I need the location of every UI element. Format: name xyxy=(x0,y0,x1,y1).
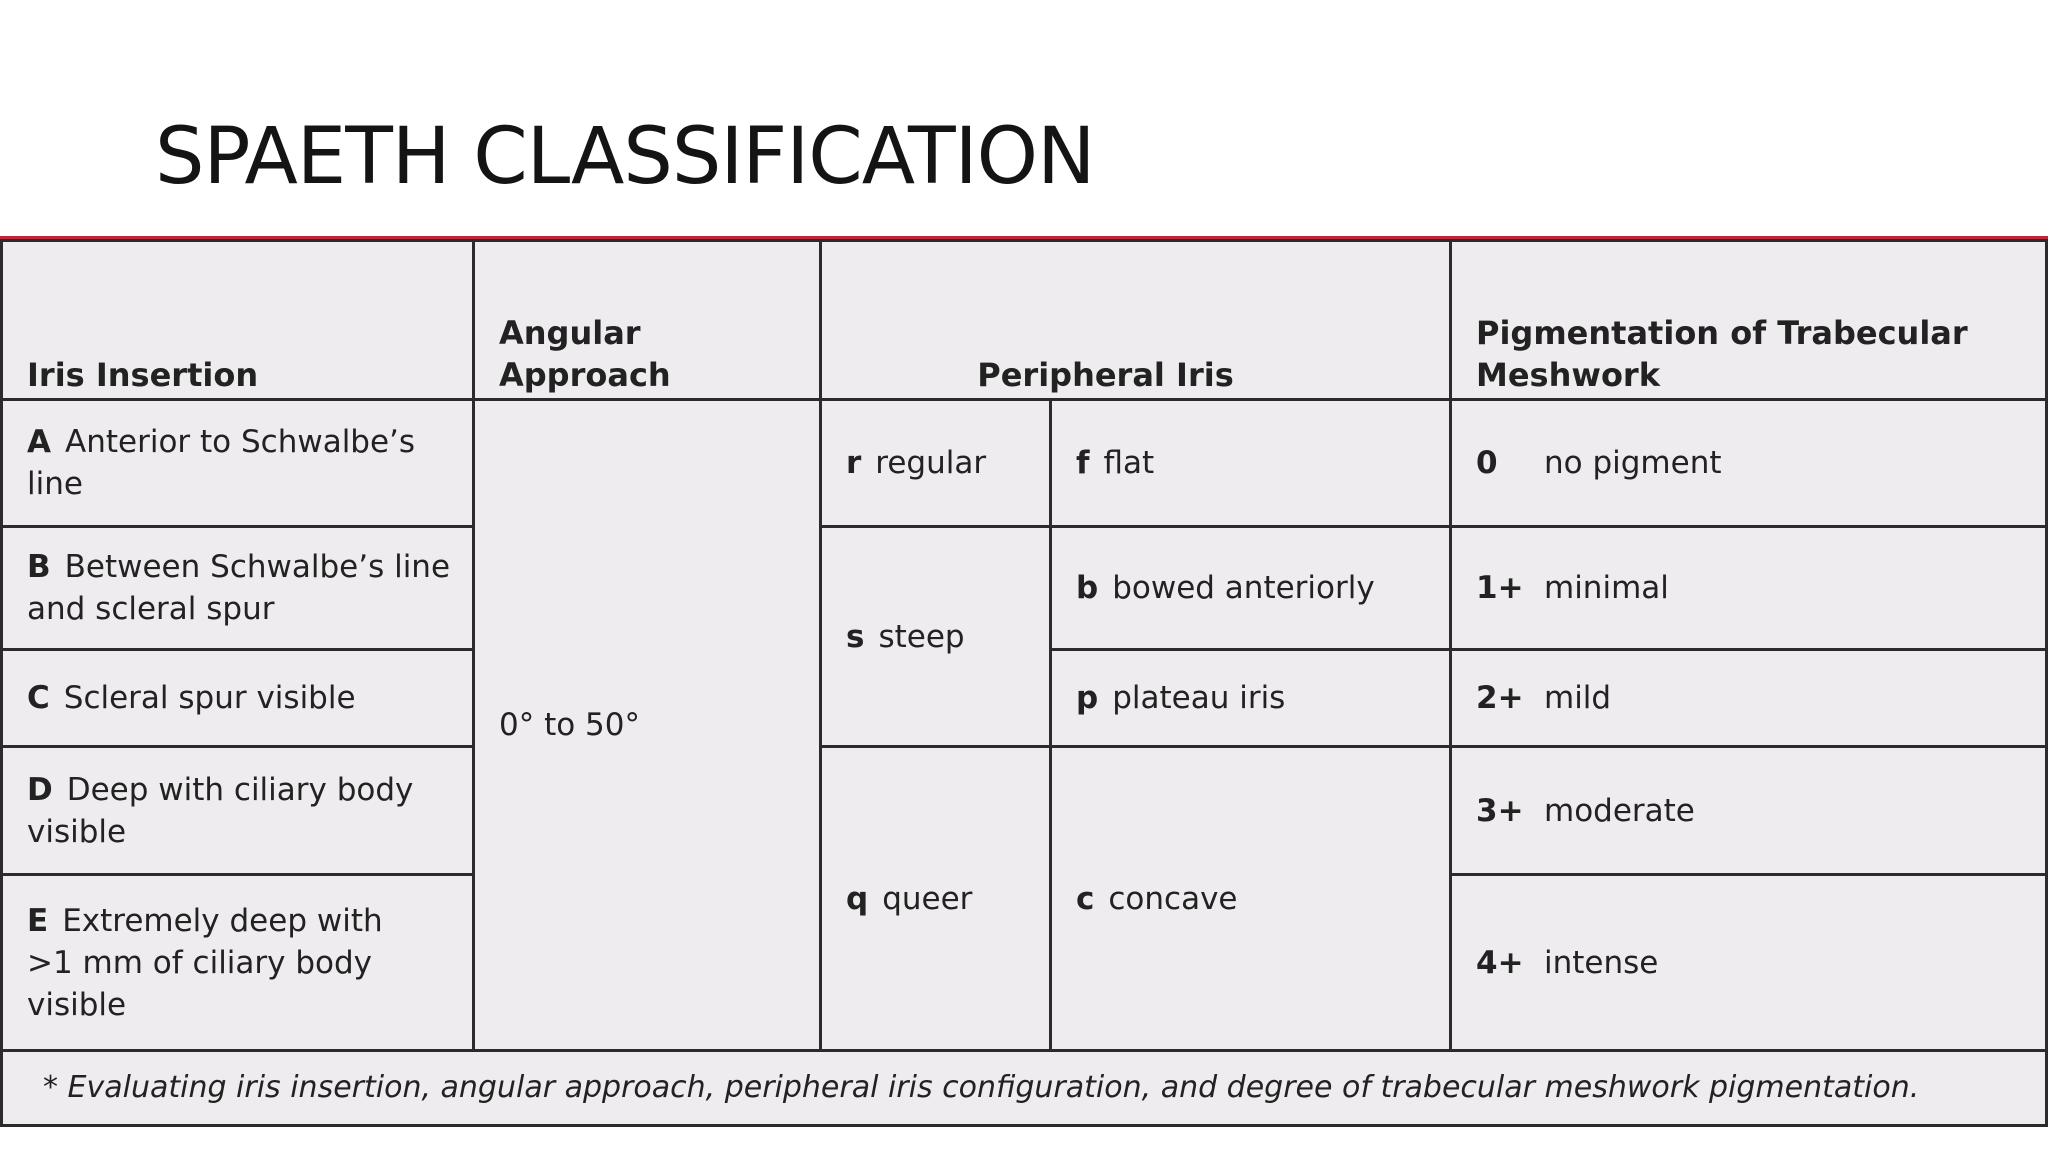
pigmentation-text: minimal xyxy=(1544,570,1669,606)
peripheral-iris-text: flat xyxy=(1103,445,1155,481)
peripheral-iris-config-c xyxy=(1049,745,1452,1052)
header-angular-approach-label: Angular Approach xyxy=(499,314,671,394)
pigmentation-text: no pigment xyxy=(1544,445,1722,481)
iris-insertion-row-c xyxy=(0,648,475,748)
iris-insertion-row-d xyxy=(0,745,475,876)
peripheral-iris-text: plateau iris xyxy=(1112,680,1286,716)
slide-title: SPAETH CLASSIFICATION xyxy=(155,112,1095,202)
iris-insertion-text: Deep with ciliary body visible xyxy=(27,771,414,850)
peripheral-iris-approach-q xyxy=(819,745,1052,1052)
pigmentation-code: 3+ xyxy=(1476,792,1524,829)
spaeth-table xyxy=(0,239,2048,1127)
pigmentation-row-4 xyxy=(1449,873,2048,1052)
pigmentation-code: 2+ xyxy=(1476,680,1524,716)
peripheral-iris-code: f xyxy=(1076,445,1090,481)
header-peripheral-iris xyxy=(819,239,1452,401)
iris-insertion-text: Between Schwalbe’s line and scleral spur xyxy=(27,549,451,627)
iris-insertion-row-a xyxy=(0,398,475,528)
iris-insertion-code: E xyxy=(27,902,49,939)
iris-insertion-code: D xyxy=(27,771,53,808)
pigmentation-row-0 xyxy=(1449,398,2048,528)
pigmentation-row-2 xyxy=(1449,648,2048,748)
peripheral-iris-approach-r xyxy=(819,398,1052,528)
pigmentation-text: mild xyxy=(1544,680,1612,716)
iris-insertion-code: C xyxy=(27,680,50,716)
header-iris-insertion xyxy=(0,239,475,401)
table-footnote xyxy=(0,1049,2048,1127)
peripheral-iris-code: c xyxy=(1076,880,1095,917)
peripheral-iris-approach-s xyxy=(819,525,1052,748)
peripheral-iris-text: queer xyxy=(882,880,973,917)
iris-insertion-text: Extremely deep with >1 mm of ciliary body visible xyxy=(27,902,383,1023)
pigmentation-row-1 xyxy=(1449,525,2048,651)
peripheral-iris-code: s xyxy=(846,618,865,655)
table-footnote-text: * Evaluating iris insertion, angular approach, peripheral iris configuration, and degree of trabecular meshwork pigmentation. xyxy=(43,1070,1920,1105)
peripheral-iris-code: r xyxy=(846,445,862,481)
header-iris-insertion-label: Iris Insertion xyxy=(27,356,259,394)
peripheral-iris-config-b xyxy=(1049,525,1452,651)
iris-insertion-code: B xyxy=(27,549,51,585)
peripheral-iris-text: steep xyxy=(878,618,965,655)
peripheral-iris-code: p xyxy=(1076,680,1099,716)
header-pigmentation xyxy=(1449,239,2048,401)
pigmentation-text: moderate xyxy=(1544,792,1695,829)
angular-approach-value: 0° to 50° xyxy=(499,707,640,743)
peripheral-iris-code: b xyxy=(1076,570,1099,606)
peripheral-iris-config-f xyxy=(1049,398,1452,528)
pigmentation-text: intense xyxy=(1544,944,1659,981)
peripheral-iris-text: concave xyxy=(1108,880,1238,917)
peripheral-iris-text: bowed anteriorly xyxy=(1112,570,1375,606)
peripheral-iris-text: regular xyxy=(875,445,987,481)
header-angular-approach xyxy=(472,239,822,401)
peripheral-iris-code: q xyxy=(846,880,869,917)
angular-approach-cell xyxy=(472,398,822,1052)
iris-insertion-row-b xyxy=(0,525,475,651)
pigmentation-row-3 xyxy=(1449,745,2048,876)
iris-insertion-row-e xyxy=(0,873,475,1052)
iris-insertion-text: Scleral spur visible xyxy=(63,680,356,716)
peripheral-iris-config-p xyxy=(1049,648,1452,748)
pigmentation-code: 4+ xyxy=(1476,944,1524,981)
iris-insertion-code: A xyxy=(27,424,51,460)
iris-insertion-text: Anterior to Schwalbe’s line xyxy=(27,424,416,502)
header-pigmentation-label: Pigmentation of Trabecular Meshwork xyxy=(1476,314,1968,394)
header-peripheral-iris-label: Peripheral Iris xyxy=(977,356,1234,394)
pigmentation-code: 1+ xyxy=(1476,570,1524,606)
pigmentation-code: 0 xyxy=(1476,445,1498,481)
